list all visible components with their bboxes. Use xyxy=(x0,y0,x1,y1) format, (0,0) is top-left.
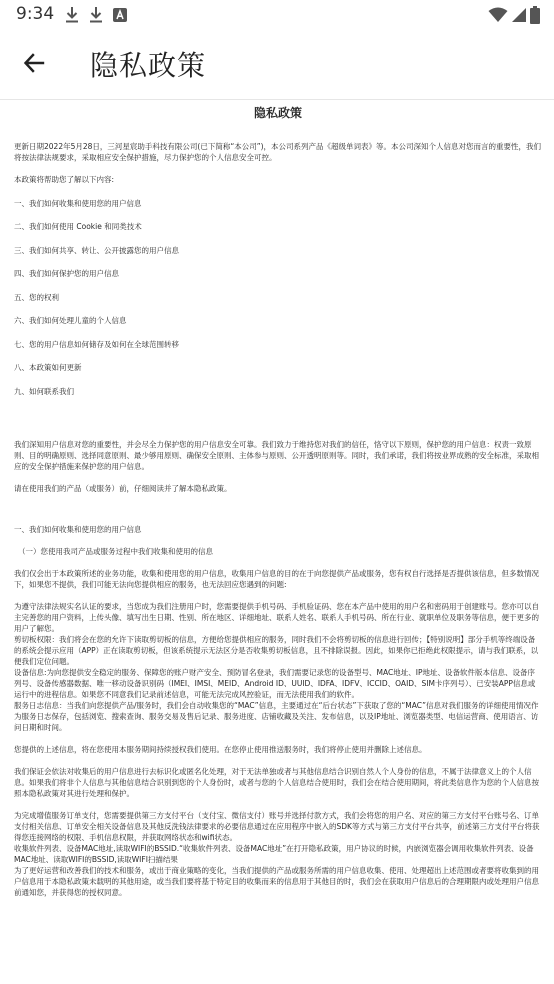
paragraph: 为完成增值服务订单支付，您需要提供第三方支付平台（支付宝、微信支付）账号并选择付款方式，我们会将您的用户名、对应的第三方支付平台账号名、订单支付相关信息、订单安全相关设备信息及其他反洗钱法律要求的必要信息通过在应用程序中嵌入的SDK等方式与第三方支付平台共享，前述第三方支付平台将获得您连接网络的权限、手机信息权限，并获取网络状态和wifi状态。 xyxy=(14,811,540,842)
back-button[interactable] xyxy=(14,45,54,85)
cellular-icon xyxy=(511,7,527,27)
status-time: 9:34 xyxy=(16,4,55,24)
subsection-heading: （一）您使用我司产品或服务过程中我们收集和使用的信息 xyxy=(18,547,213,556)
app-bar xyxy=(0,30,554,100)
arrow-left-icon xyxy=(22,51,46,79)
paragraph: 为遵守法律法规实名认证的要求，当您成为我们注册用户时，您需要提供手机号码、手机验证码、您在本产品中使用的用户名和密码用于创建账号。您亦可以自主完善您的用户资料，上传头像、填写出生日期、性别、所在地区、详细地址、联系人姓名、联系人手机号码、所在行业、就职单位及职务等信息，便于更多的用户了解您。 xyxy=(14,602,539,633)
paragraph: 您提供的上述信息，将在您使用本服务期间持续授权我们使用。在您停止使用推送服务时，我们将停止使用并删除上述信息。 xyxy=(14,745,427,754)
page-title: 隐私政策 xyxy=(90,49,207,82)
paragraph: 服务日志信息：当我们向您提供产品/服务时，我们会自动收集您的“MAC”信息，主要通过在“后台状态”下获取了您的“MAC”信息对我们服务的详细使用情况作为服务日志保存，包括浏览、搜索查询、服务交易及售后记录、服务进度、店铺收藏及关注、发布信息，以及IP地址、浏览器类型、电信运营商、使用语言、访问日期和时间。 xyxy=(14,701,539,732)
toc-item: 一、我们如何收集和使用您的用户信息 xyxy=(14,198,142,208)
status-bar xyxy=(0,0,554,30)
notification-icons xyxy=(64,6,128,28)
document-title: 隐私政策 xyxy=(253,106,302,120)
toc-item: 四、我们如何保护您的用户信息 xyxy=(14,269,119,278)
paragraph: 我们仅会出于本政策所述的业务功能，收集和使用您的用户信息，收集用户信息的目的在于向您提供产品或服务，您有权自行选择是否提供该信息，但多数情况下，如果您不提供，我们可能无法向您提供相应的服务，也无法回应您遇到的问题: xyxy=(14,569,539,589)
paragraph: 为了更好运营和改善我们的技术和服务，或出于商业策略的变化，当我们提供的产品或服务所需的用户信息收集、使用、处理超出上述范围或者要将收集到的用户信息用于本隐私政策未载明的其他用途，或当我们要将基于特定目的收集而来的信息用于其他目的时，我们会在获取用户信息后的合理期限内或处理用户信息前通知您，并获得您的授权同意。 xyxy=(14,866,539,897)
toc-item: 九、如何联系我们 xyxy=(14,386,74,396)
toc-item: 七、您的用户信息如何储存及如何在全球范围转移 xyxy=(14,339,179,349)
toc-intro: 本政策将帮助您了解以下内容: xyxy=(14,175,115,184)
wifi-icon xyxy=(488,7,508,27)
toc-item: 六、我们如何处理儿童的个人信息 xyxy=(14,316,127,325)
intro-paragraph: 更新日期2022年5月28日，三河星宸助手科技有限公司(已下简称“本公司”)，本公司系列产品《超级单词表》等。本公司深知个人信息对您而言的重要性，我们将按法律法规要求，采取相应安全保护措施，尽力保护您的个人信息安全可控。 xyxy=(14,142,542,162)
battery-icon xyxy=(530,6,540,28)
toc-item: 三、我们如何共享、转让、公开披露您的用户信息 xyxy=(14,245,179,255)
download-icon xyxy=(64,6,80,28)
toc-item: 五、您的权利 xyxy=(14,292,59,302)
section-heading: 一、我们如何收集和使用您的用户信息 xyxy=(14,525,142,534)
toc-item: 八、本政策如何更新 xyxy=(14,363,82,372)
paragraph: 剪切板权限：我们将会在您的允许下读取剪切板的信息，方便给您提供相应的服务，同时我们不会将剪切板的信息进行回传；【特别说明】部分手机等终端设备的系统会提示应用（APP）正在读取剪切板，但该系统提示无法区分是否收集剪切板信息，且不排除误报。因此，如果你已拒绝此权限提示，请与我们联系，以便我们定位问题。 xyxy=(14,635,539,666)
download-icon xyxy=(88,6,104,28)
paragraph: 收集软件列表、设备MAC地址,读取WIFI的BSSID.“收集软件列表、设备MAC地址”在打开隐私政策，用户协议的时候，内嵌浏览器会调用收集软件列表、设备MAC地址、读取WIFI的BSSID,读取WIFI扫描结果 xyxy=(14,844,534,864)
paragraph: 我们保证会依法对收集后的用户信息进行去标识化或匿名化处理，对于无法单独或者与其他信息结合识别自然人个人身份的信息，不属于法律意义上的个人信息。如果我们将非个人信息与其他信息结合识别到您的个人身份时，或者与您的个人信息结合使用时，我们会在结合使用期间，将此类信息作为您的个人信息按照本隐私政策对其进行处理和保护。 xyxy=(14,767,539,798)
privacy-policy-document[interactable] xyxy=(14,100,542,984)
commitment-paragraph: 我们深知用户信息对您的重要性，并会尽全力保护您的用户信息安全可靠。我们致力于维持您对我们的信任，恪守以下原则，保护您的用户信息：权责一致原则、目的明确原则、选择同意原则、最少够用原则、确保安全原则、主体参与原则、公开透明原则等。同时，我们承诺，我们将按业界成熟的安全标准，采取相应的安全保护措施来保护您的用户信息。 xyxy=(14,440,539,471)
paragraph: 设备信息:为向您提供安全稳定的服务、保障您的账户财产安全、预防冒名登录，我们需要记录您的设备型号、MAC地址、IP地址、设备软件版本信息、设备序列号、设备传感器数据、唯一移动设备识别码（IMEI、IMSI、MEID、Android ID、UUID、IDFA、IDFV、ICCID、OAID、SIM卡序列号）、已安装APP信息或运行中的进程信息。如果您不同意我们记录前述信息，可能无法完成风控验证，而无法使用我们的软件。 xyxy=(14,668,536,699)
read-notice: 请在使用我们的产品（或服务）前，仔细阅读并了解本隐私政策。 xyxy=(14,484,232,493)
system-icons xyxy=(488,6,540,28)
toc-item: 二、我们如何使用 Cookie 和同类技术 xyxy=(14,222,142,231)
text-a-icon xyxy=(112,7,128,27)
